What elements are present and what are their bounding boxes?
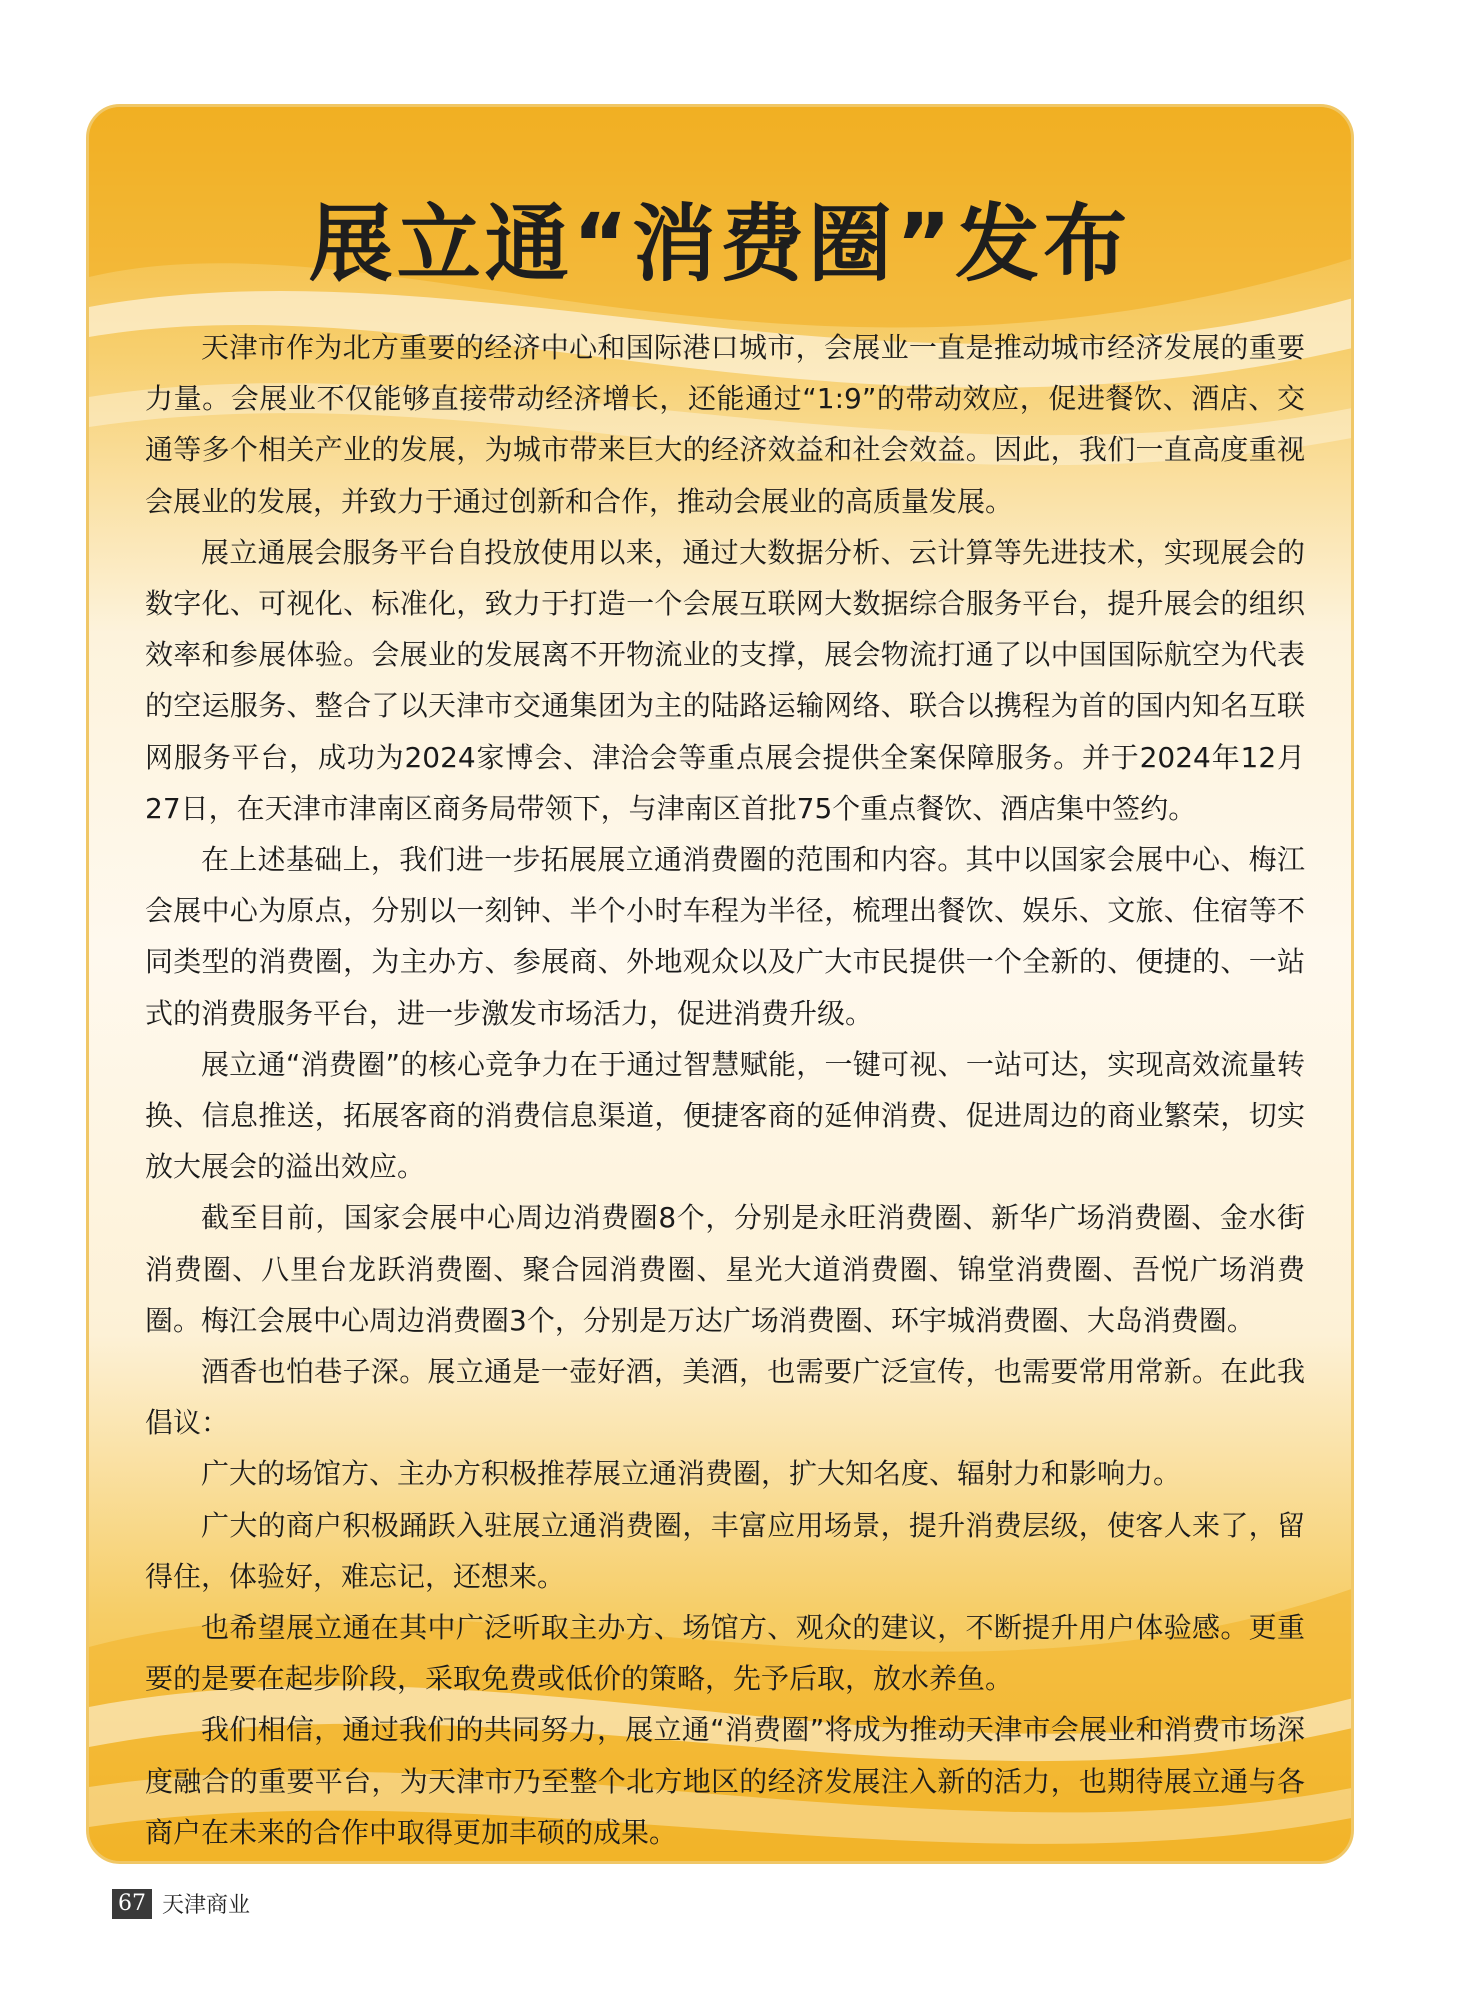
paragraph: 在上述基础上，我们进一步拓展展立通消费圈的范围和内容。其中以国家会展中心、梅江会展中心为原点，分别以一刻钟、半个小时车程为半径，梳理出餐饮、娱乐、文旅、住宿等不同类型的消费圈，为主办方、参展商、外地观众以及广大市民提供一个全新的、便捷的、一站式的消费服务平台，进一步激发市场活力，促进消费升级。: [145, 843, 1305, 1030]
paragraph: 广大的场馆方、主办方积极推荐展立通消费圈，扩大知名度、辐射力和影响力。: [201, 1457, 1182, 1491]
page-footer: [112, 1888, 250, 1919]
paragraph: 展立通展会服务平台自投放使用以来，通过大数据分析、云计算等先进技术，实现展会的数字化、可视化、标准化，致力于打造一个会展互联网大数据综合服务平台，提升展会的组织效率和参展体验。会展业的发展离不开物流业的支撑，展会物流打通了以中国国际航空为代表的空运服务、整合了以天津市交通集团为主的陆路运输网络、联合以携程为首的国内知名互联网服务平台，成功为2024家博会、津洽会等重点展会提供全案保障服务。并于2024年12月27日，在天津市津南区商务局带领下，与津南区首批75个重点餐饮、酒店集中签约。: [145, 535, 1305, 825]
article-body: [145, 322, 1305, 1858]
page-number: 67: [112, 1889, 152, 1919]
article-title: 展立通“消费圈”发布: [308, 195, 1132, 293]
paragraph: 天津市作为北方重要的经济中心和国际港口城市，会展业一直是推动城市经济发展的重要力量。会展业不仅能够直接带动经济增长，还能通过“1:9”的带动效应，促进餐饮、酒店、交通等多个相关产业的发展，为城市带来巨大的经济效益和社会效益。因此，我们一直高度重视会展业的发展，并致力于通过创新和合作，推动会展业的高质量发展。: [145, 331, 1305, 518]
paragraph: 酒香也怕巷子深。展立通是一壶好酒，美酒，也需要广泛宣传，也需要常用常新。在此我倡议：: [145, 1355, 1305, 1440]
paragraph: 也希望展立通在其中广泛听取主办方、场馆方、观众的建议，不断提升用户体验感。更重要的是要在起步阶段，采取免费或低价的策略，先予后取，放水养鱼。: [145, 1611, 1305, 1696]
paragraph: 广大的商户积极踊跃入驻展立通消费圈，丰富应用场景，提升消费层级，使客人来了，留得住，体验好，难忘记，还想来。: [145, 1508, 1305, 1593]
paragraph: 截至目前，国家会展中心周边消费圈8个，分别是永旺消费圈、新华广场消费圈、金水街消费圈、八里台龙跃消费圈、聚合园消费圈、星光大道消费圈、锦堂消费圈、吾悦广场消费圈。梅江会展中心周边消费圈3个，分别是万达广场消费圈、环宇城消费圈、大岛消费圈。: [145, 1201, 1305, 1337]
magazine-name: 天津商业: [162, 1893, 251, 1918]
paragraph: 我们相信，通过我们的共同努力，展立通“消费圈”将成为推动天津市会展业和消费市场深度融合的重要平台，为天津市乃至整个北方地区的经济发展注入新的活力，也期待展立通与各商户在未来的合作中取得更加丰硕的成果。: [145, 1713, 1305, 1849]
article-panel: [86, 104, 1354, 1864]
paragraph: 展立通“消费圈”的核心竞争力在于通过智慧赋能，一键可视、一站可达，实现高效流量转换、信息推送，拓展客商的消费信息渠道，便捷客商的延伸消费、促进周边的商业繁荣，切实放大展会的溢出效应。: [145, 1047, 1305, 1184]
